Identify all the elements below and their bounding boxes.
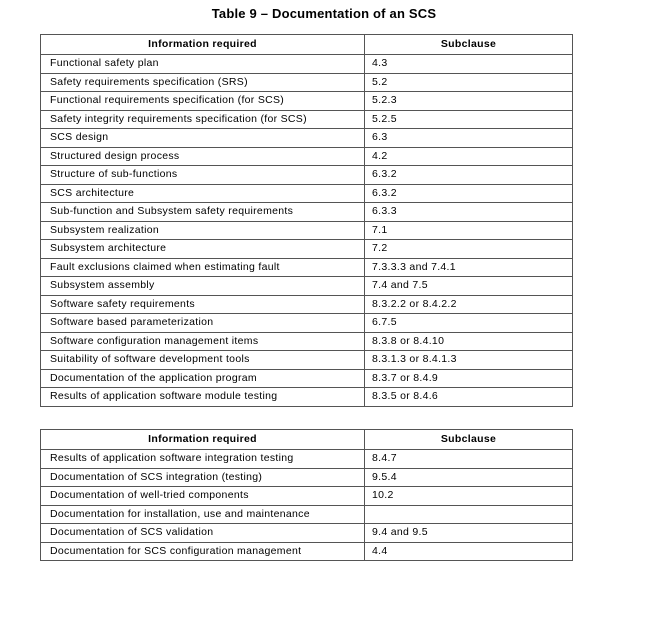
column-header-information-required: Information required bbox=[41, 430, 365, 450]
table-row bbox=[41, 147, 573, 166]
information-required-cell: Software safety requirements bbox=[41, 295, 365, 314]
information-required-cell: Documentation for installation, use and maintenance bbox=[41, 505, 365, 524]
information-required-cell: Documentation of SCS integration (testing) bbox=[41, 468, 365, 487]
subclause-cell: 5.2 bbox=[365, 73, 573, 92]
table-row bbox=[41, 388, 573, 407]
subclause-cell: 6.3 bbox=[365, 129, 573, 148]
subclause-cell: 4.4 bbox=[365, 542, 573, 561]
subclause-cell: 4.3 bbox=[365, 55, 573, 74]
information-required-cell: Suitability of software development tools bbox=[41, 351, 365, 370]
information-required-cell: Functional requirements specification (for SCS) bbox=[41, 92, 365, 111]
subclause-cell: 6.7.5 bbox=[365, 314, 573, 333]
information-required-cell: Sub-function and Subsystem safety requirements bbox=[41, 203, 365, 222]
table-row bbox=[41, 450, 573, 469]
subclause-cell: 8.3.8 or 8.4.10 bbox=[365, 332, 573, 351]
column-header-subclause: Subclause bbox=[365, 430, 573, 450]
table-row bbox=[41, 129, 573, 148]
table-row bbox=[41, 369, 573, 388]
table-row bbox=[41, 505, 573, 524]
information-required-cell: Subsystem assembly bbox=[41, 277, 365, 296]
subclause-cell: 8.3.5 or 8.4.6 bbox=[365, 388, 573, 407]
information-required-cell: Fault exclusions claimed when estimating fault bbox=[41, 258, 365, 277]
information-required-cell: Documentation for SCS configuration management bbox=[41, 542, 365, 561]
information-required-cell: Results of application software module testing bbox=[41, 388, 365, 407]
column-header-subclause: Subclause bbox=[365, 35, 573, 55]
table-row bbox=[41, 487, 573, 506]
information-required-cell: Safety integrity requirements specification (for SCS) bbox=[41, 110, 365, 129]
table-header-row bbox=[41, 430, 573, 450]
information-required-cell: Documentation of the application program bbox=[41, 369, 365, 388]
subclause-cell: 5.2.5 bbox=[365, 110, 573, 129]
subclause-cell: 6.3.2 bbox=[365, 166, 573, 185]
table-row bbox=[41, 258, 573, 277]
subclause-cell: 7.2 bbox=[365, 240, 573, 259]
table-row bbox=[41, 351, 573, 370]
subclause-cell: 4.2 bbox=[365, 147, 573, 166]
subclause-cell bbox=[365, 505, 573, 524]
information-required-cell: Structure of sub-functions bbox=[41, 166, 365, 185]
information-required-cell: Subsystem architecture bbox=[41, 240, 365, 259]
table-row bbox=[41, 166, 573, 185]
table-row bbox=[41, 240, 573, 259]
table-row bbox=[41, 524, 573, 543]
table-row bbox=[41, 92, 573, 111]
table-row bbox=[41, 468, 573, 487]
table-row bbox=[41, 332, 573, 351]
table-row bbox=[41, 184, 573, 203]
table-row bbox=[41, 73, 573, 92]
subclause-cell: 7.1 bbox=[365, 221, 573, 240]
information-required-cell: Functional safety plan bbox=[41, 55, 365, 74]
table-row bbox=[41, 221, 573, 240]
table-row bbox=[41, 203, 573, 222]
information-required-cell: Structured design process bbox=[41, 147, 365, 166]
table-row bbox=[41, 542, 573, 561]
table-row bbox=[41, 295, 573, 314]
subclause-cell: 7.3.3.3 and 7.4.1 bbox=[365, 258, 573, 277]
subclause-cell: 6.3.2 bbox=[365, 184, 573, 203]
information-required-cell: Software based parameterization bbox=[41, 314, 365, 333]
table-row bbox=[41, 110, 573, 129]
subclause-cell: 8.3.1.3 or 8.4.1.3 bbox=[365, 351, 573, 370]
information-required-cell: Results of application software integration testing bbox=[41, 450, 365, 469]
information-required-cell: Documentation of SCS validation bbox=[41, 524, 365, 543]
information-required-cell: SCS architecture bbox=[41, 184, 365, 203]
column-header-information-required: Information required bbox=[41, 35, 365, 55]
table-row bbox=[41, 314, 573, 333]
subclause-cell: 8.3.2.2 or 8.4.2.2 bbox=[365, 295, 573, 314]
documentation-table-part-2 bbox=[40, 429, 573, 561]
subclause-cell: 5.2.3 bbox=[365, 92, 573, 111]
information-required-cell: Documentation of well-tried components bbox=[41, 487, 365, 506]
information-required-cell: Subsystem realization bbox=[41, 221, 365, 240]
subclause-cell: 7.4 and 7.5 bbox=[365, 277, 573, 296]
subclause-cell: 8.4.7 bbox=[365, 450, 573, 469]
subclause-cell: 9.4 and 9.5 bbox=[365, 524, 573, 543]
subclause-cell: 9.5.4 bbox=[365, 468, 573, 487]
information-required-cell: SCS design bbox=[41, 129, 365, 148]
information-required-cell: Software configuration management items bbox=[41, 332, 365, 351]
documentation-table-part-1 bbox=[40, 34, 573, 407]
subclause-cell: 8.3.7 or 8.4.9 bbox=[365, 369, 573, 388]
table-header-row bbox=[41, 35, 573, 55]
table-row bbox=[41, 55, 573, 74]
table-row bbox=[41, 277, 573, 296]
subclause-cell: 10.2 bbox=[365, 487, 573, 506]
information-required-cell: Safety requirements specification (SRS) bbox=[41, 73, 365, 92]
subclause-cell: 6.3.3 bbox=[365, 203, 573, 222]
table-title: Table 9 – Documentation of an SCS bbox=[211, 6, 437, 21]
